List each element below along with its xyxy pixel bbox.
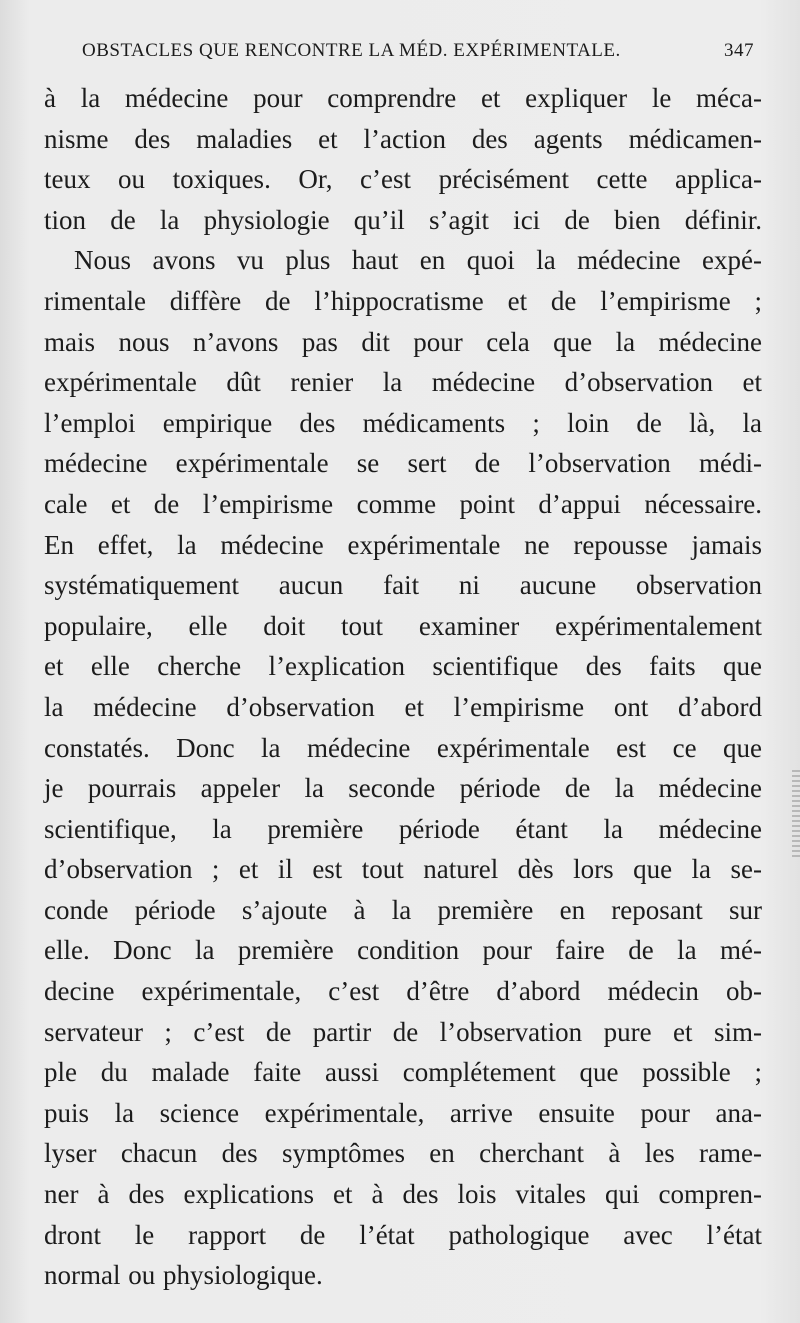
paragraph [44, 78, 762, 240]
text-line: lyser chacun des symptômes en cherchant à les rame- [44, 1138, 762, 1169]
text-line: servateur ; c’est de partir de l’observation pure et sim- [44, 1016, 762, 1047]
text-line: la médecine d’observation et l’empirisme ont d’abord [44, 691, 762, 722]
page-edge-shadow [792, 770, 800, 860]
text-line: decine expérimentale, c’est d’être d’abord médecin ob- [44, 976, 762, 1007]
paragraph [44, 240, 762, 1295]
text-line: normal ou physiologique. [44, 1260, 323, 1291]
text-line: et elle cherche l’explication scientifique des faits que [44, 651, 762, 682]
text-line: rimentale diffère de l’hippocratisme et de l’empirisme ; [44, 285, 762, 316]
text-line: l’emploi empirique des médicaments ; loin de là, la [44, 407, 762, 438]
text-line: puis la science expérimentale, arrive ensuite pour ana- [44, 1097, 762, 1128]
text-line: expérimentale dût renier la médecine d’observation et [44, 367, 762, 398]
text-line: constatés. Donc la médecine expérimentale est ce que [44, 732, 762, 763]
body-text [44, 78, 762, 1296]
text-line: Nous avons vu plus haut en quoi la médecine expé- [74, 245, 762, 276]
text-line: dront le rapport de l’état pathologique avec l’état [44, 1219, 762, 1250]
text-line: En effet, la médecine expérimentale ne repousse jamais [44, 529, 762, 560]
text-line: à la médecine pour comprendre et expliquer le méca- [44, 83, 762, 113]
text-line: je pourrais appeler la seconde période de la médecine [44, 773, 762, 804]
text-line: elle. Donc la première condition pour faire de la mé- [44, 935, 762, 966]
page-header [82, 40, 762, 68]
text-line: d’observation ; et il est tout naturel dès lors que la se- [44, 854, 762, 885]
text-line: nisme des maladies et l’action des agents médicamen- [44, 123, 762, 154]
text-line: teux ou toxiques. Or, c’est précisément cette applica- [44, 164, 762, 195]
text-line: systématiquement aucun fait ni aucune observation [44, 570, 762, 601]
text-line: mais nous n’avons pas dit pour cela que la médecine [44, 326, 762, 357]
page-number: 347 [724, 40, 754, 61]
text-line: médecine expérimentale se sert de l’observation médi- [44, 448, 762, 479]
text-line: scientifique, la première période étant la médecine [44, 813, 762, 844]
text-line: cale et de l’empirisme comme point d’appui nécessaire. [44, 488, 762, 519]
text-line: ner à des explications et à des lois vitales qui compren- [44, 1179, 762, 1210]
text-line: conde période s’ajoute à la première en reposant sur [44, 894, 762, 925]
text-line: tion de la physiologie qu’il s’agit ici de bien définir. [44, 204, 762, 235]
running-title: OBSTACLES QUE RENCONTRE LA MÉD. EXPÉRIMENTALE. [82, 40, 621, 61]
text-line: populaire, elle doit tout examiner expérimentalement [44, 610, 762, 641]
text-line: ple du malade faite aussi complétement que possible ; [44, 1057, 762, 1088]
